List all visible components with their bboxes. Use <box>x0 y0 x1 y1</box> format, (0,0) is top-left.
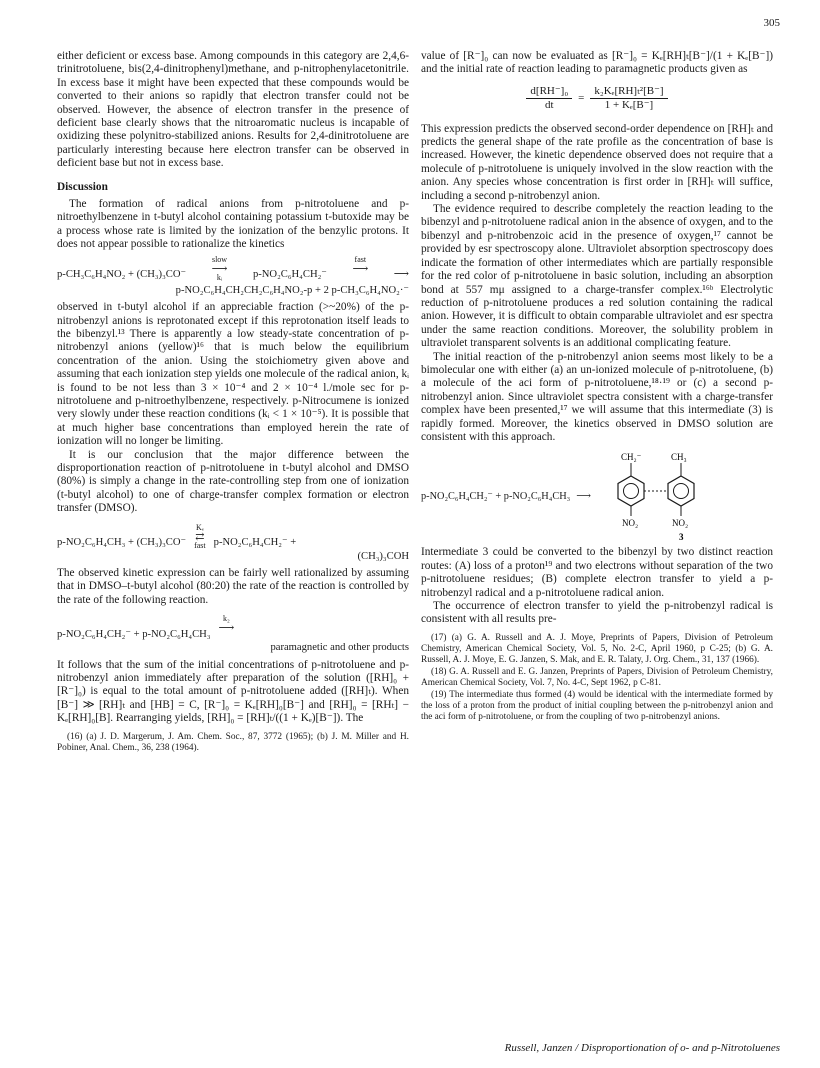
footnote-18: (18) G. A. Russell and E. G. Janzen, Preprints of Papers, Division of Petroleum Chemistry, American Chemical Society, Vol. 7, No. 4-C, Sept 1962, p C-81. <box>421 666 773 688</box>
eq-intermediate: p-NO₂C₆H₄CH₂⁻ <box>252 269 327 281</box>
footnotes <box>57 732 409 754</box>
fraction: $\frac{\text{d[RH⁻]₀}}{dt}$ <box>526 85 572 113</box>
equilibrium-arrow: Kₑ ⇄ fast <box>194 522 206 550</box>
eq-products: p-NO₂C₆H₄CH₂⁻ + <box>213 537 297 549</box>
paragraph: The evidence required to describe completely the reaction leading to the bibenzyl and p-nitrotoluene radical anion in the absence of oxygen, and to the bibenzyl and p-nitrobenzoic acid in the presence of oxygen,¹⁷ cannot be provided by esr spectroscopy alone. Ultraviolet absorption spectroscopy does indicate the formation of other intermediates which are partially responsible for the red color of p-nitrotoluene in basic solution, including an absorption bond at 557 mμ assigned to a charge-transfer complex.¹⁶ᵇ Electrolytic reduction of p-nitrotoluene produces a red solution containing the radical anion. However, it is difficult to obtain comparable ultraviolet and esr spectra under the same reaction conditions. Moreover, the solubility problem in ultraviolet transparent solvents is an additional complicating feature. <box>421 203 773 350</box>
section-heading-discussion: Discussion <box>57 180 108 193</box>
equation-rate-step <box>57 615 409 654</box>
equation-equilibrium <box>57 524 409 563</box>
eq-reactants: p-NO₂C₆H₄CH₂⁻ + p-NO₂C₆H₄CH₃ <box>421 490 571 502</box>
paragraph: Intermediate 3 could be converted to the bibenzyl by two distinct reaction routes: (A) loss of a proton¹⁹ and two electrons without separation of the two p-nitrotoluene residues; (B) complete electron transfer to yield a p-nitrobenzyl radical and a p-nitrotoluene radical anion. <box>421 546 773 599</box>
benzene-ring <box>668 476 694 506</box>
equation-ionization: p-CH₃C₆H₄NO₂ + (CH₃)₃CO⁻ slow ⟶ kᵢ p-NO₂C₆H₄CH₂⁻ fast ⟶ ⟶ p-NO₂C₆H₄CH₂CH₂C₆H₄NO₂-p + 2 p-CH₃C₆H₄NO₂·⁻ <box>57 254 409 296</box>
fraction: $\frac{\text{k₂Kₑ[RH]ₜ²[B⁻]}}{\text{1 + Kₑ[B⁻]}}$ <box>590 85 667 113</box>
structure-3-diagram <box>603 450 713 542</box>
paragraph: The occurrence of electron transfer to yield the p-nitrobenzyl radical is consistent with all results pre- <box>421 600 773 626</box>
paragraph: It follows that the sum of the initial concentrations of p-nitrotoluene and p-nitrobenzyl anion immediately after preparation of the solution ([RH]₀ + [R⁻]₀) is equal to the total amount of p-nitrotoluene added ([RH]ₜ). When [B⁻] ≫ [RH]ₜ and [HB] = C, [R⁻]₀ = Kₑ[RH]₀[B⁻] and [RH]₀ = [RHₜ] − Kₑ[RH]₀[B]. Rearranging yields, [RH]₀ = [RH]ₜ/((1 + Kₑ)[B⁻]). The <box>57 658 409 725</box>
paragraph: The initial reaction of the p-nitrobenzyl anion seems most likely to be a bimolecular one with either (a) an un-ionized molecule of p-nitrotoluene, (b) a molecule of the aci form of p-nitrotoluene,¹⁸·¹⁹ or (c) a second p-nitrobenzyl anion. Since ultraviolet spectra consistent with a charge-transfer complex have been presented,¹⁷ we will assume that this intermediate (3) is rapidly formed. Moreover, the kinetics observed in DMSO solution are consistent with this approach. <box>421 350 773 443</box>
benzene-ring-inner <box>674 484 689 499</box>
reaction-arrow: k₂ ⟶ <box>218 614 235 635</box>
page-number: 305 <box>763 17 780 29</box>
structure-label: NO₂ <box>672 518 689 529</box>
footnote-17: (17) (a) G. A. Russell and A. J. Moye, Preprints of Papers, Division of Petroleum Chemistry, American Chemical Society, Vol. 5, No. 2-C, April 1960, p C-25; (b) G. A. Russell, A. J. Moye, E. G. Janzen, S. Mak, and E. R. Talaty, J. Org. Chem., 31, 137 (1966). <box>421 632 773 665</box>
reaction-arrow: fast ⟶ <box>352 254 369 275</box>
structure-label: CH₂⁻ <box>621 452 642 463</box>
benzene-ring-inner <box>624 484 639 499</box>
eq-products: paramagnetic and other products <box>270 642 409 654</box>
running-footer: Russell, Janzen / Disproportionation of o- and p-Nitrotoluenes <box>504 1042 780 1054</box>
eq-products: (CH₃)₃COH <box>357 550 409 562</box>
footnotes <box>421 633 773 723</box>
footnote-19: (19) The intermediate thus formed (4) would be identical with the intermediate formed by the loss of a proton from the product of initial coupling between the p-nitrobenzyl anion and the aci form of p-nitrotoluene, or from the coupling of two p-nitrobenzyl anions. <box>421 689 773 722</box>
structure-label: NO₂ <box>622 518 639 529</box>
eq-reactants: p-NO₂C₆H₄CH₂⁻ + p-NO₂C₆H₄CH₃ <box>57 628 211 640</box>
left-column <box>57 50 409 755</box>
paragraph: The observed kinetic expression can be fairly well rationalized by assuming that in DMSO–t-butyl alcohol (80:20) the rate of the reaction is controlled by the rate of the following reaction. <box>57 567 409 606</box>
eq-products: p-NO₂C₆H₄CH₂CH₂C₆H₄NO₂-p + 2 p-CH₃C₆H₄NO₂·⁻ <box>175 284 409 296</box>
paragraph: observed in t-butyl alcohol if an appreciable fraction (>~20%) of the p-nitrobenzyl anions is reprotonated except if this reprotonation itself leads to the bibenzyl.¹³ There is apparently a low steady-state concentration of p-nitrobenzyl anions (yellow)¹⁶ that is much below the equilibrium concentration of the anion. Using the stoichiometry given above and assuming that each ionization step yields one molecule of the radical anion, kᵢ is found to be not less than 3 × 10⁻⁴ and 2 × 10⁻⁴ l./mole sec for p-nitrotoluene and p-nitroethylbenzene, respectively. p-Nitrocumene is ionized very slowly under these reaction conditions (kᵢ < 1 × 10⁻⁵). It is possible that at much higher base concentrations than employed herein the rate of ionization will no longer be limiting. <box>57 301 409 448</box>
reaction-arrow: slow ⟶ kᵢ <box>211 254 228 282</box>
structure-number: 3 <box>679 532 684 543</box>
eq-reactants: p-CH₃C₆H₄NO₂ + (CH₃)₃CO⁻ <box>57 269 187 281</box>
rate-equation: $\frac{\text{d[RH⁻]₀}}{dt}$ = $\frac{\text{k₂Kₑ[RH]ₜ²[B⁻]}}{\text{1 + Kₑ[B⁻]}}$ <box>421 85 773 113</box>
charge-transfer-complex-scheme: p-NO₂C₆H₄CH₂⁻ + p-NO₂C₆H₄CH₃ ⟶ CH₂⁻ CH₃ NO₂ NO₂ 3 <box>421 450 773 542</box>
eq-reactants: p-NO₂C₆H₄CH₃ + (CH₃)₃CO⁻ <box>57 537 187 549</box>
paragraph: The formation of radical anions from p-nitrotoluene and p-nitroethylbenzene in t-butyl alcohol containing potassium t-butoxide may be a process whose rate is limited by the ionization of the benzylic protons. It does not appear possible to rationalize the kinetics <box>57 198 409 251</box>
structure-label: CH₃ <box>671 452 687 463</box>
benzene-ring <box>618 476 644 506</box>
paragraph: This expression predicts the observed second-order dependence on [RH]ₜ and predicts the general shape of the rate profile as the concentration of base is increased. However, the kinetic dependence observed does not require that a molecule of p-nitrotoluene is uniquely involved in the slow reaction with the anion. Any species whose concentration is first order in [RH]ₜ will suffice, including a second p-nitrobenzyl anion. <box>421 122 773 202</box>
paragraph: It is our conclusion that the major difference between the disproportionation reaction of p-nitrotoluene in t-butyl alcohol and DMSO (80%) is simply a change in the rate-controlling step from one of ionization (t-butyl alcohol) to one of charge-transfer complex formation or electron transfer (DMSO). <box>57 448 409 515</box>
paragraph: value of [R⁻]₀ can now be evaluated as [R⁻]₀ = Kₑ[RH]ₜ[B⁻]/(1 + Kₑ[B⁻]) and the initial rate of reaction leading to paramagnetic products given as <box>421 50 773 76</box>
footnote-16: (16) (a) J. D. Margerum, J. Am. Chem. Soc., 87, 3772 (1965); (b) J. M. Miller and H. Pobiner, Anal. Chem., 36, 238 (1964). <box>57 731 409 753</box>
paragraph: either deficient or excess base. Among compounds in this category are 2,4,6-trinitrotoluene, bis(2,4-dinitrophenyl)methane, and p-nitrophenylacetonitrile. In excess base it might have been expected that these compounds would be converted to their anions so rapidly that electron transfer could not be observed. However, the absence of electron transfer in the presence of deficient base clearly shows that the nitroaromatic nucleus is incapable of oxidizing these polynitro-stabilized anions. Results for 2,4-dinitrotoluene are particularly interesting because here electron transfer can be observed in deficient base but not in excess base. <box>57 50 409 170</box>
right-column <box>421 50 773 724</box>
